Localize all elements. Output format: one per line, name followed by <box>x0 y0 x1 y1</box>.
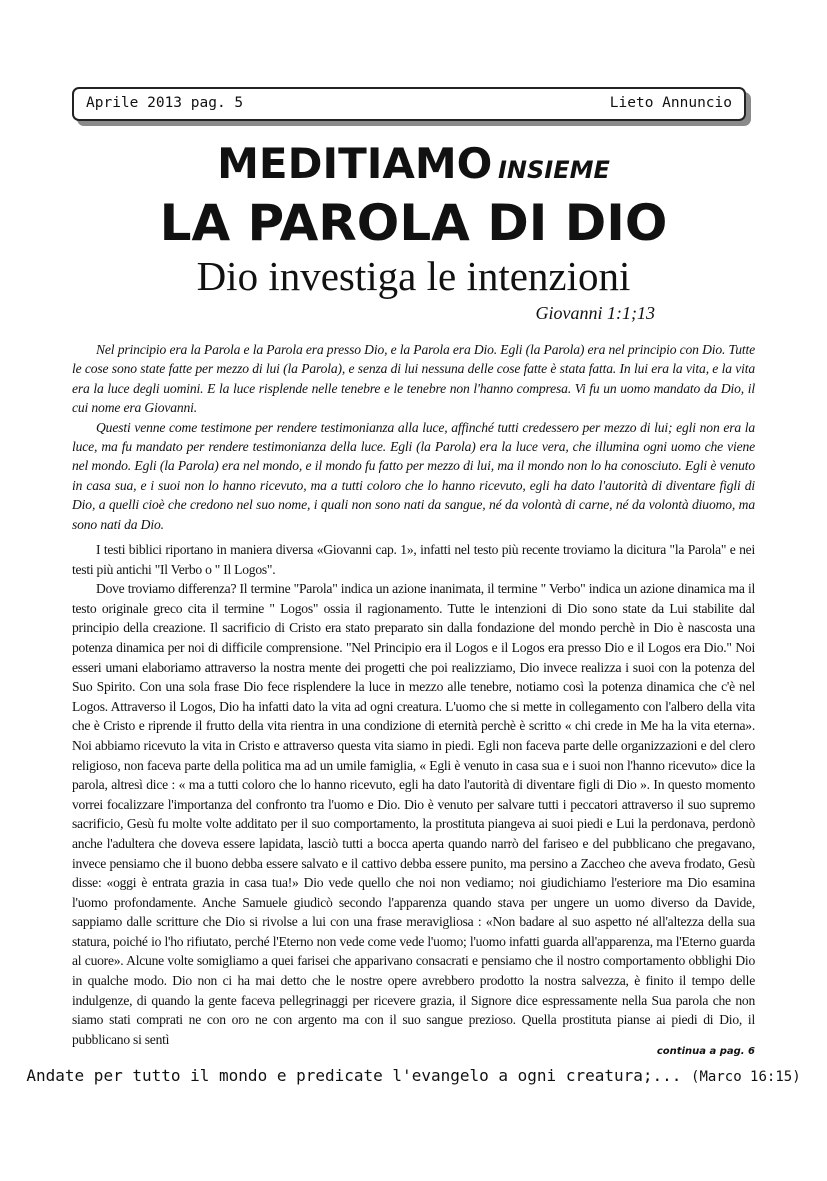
issue-date-page: Aprile 2013 pag. 5 <box>86 95 244 111</box>
continued-note: continua a pag. 6 <box>656 1046 755 1057</box>
title-insieme: INSIEME <box>497 156 610 184</box>
footer-verse-text: Andate per tutto il mondo e predicate l'evangelo a ogni creatura;... <box>26 1066 682 1085</box>
article-body <box>72 540 755 1049</box>
page-header <box>72 87 746 121</box>
publication-name: Lieto Annuncio <box>609 95 732 111</box>
scripture-paragraph-1: Nel principio era la Parola e la Parola era presso Dio, e la Parola era Dio. Egli (la Parola) era nel principio con Dio. Tutte le cose sono state fatte per mezzo di lui (la Parola), e senza di lui nessuna delle cose fatte è stata fatta. In lui era la vita, e la vita era la luce degli uomini. E la luce risplende nelle tenebre e le tenebre non l'hanno compresa. Vi fu un uomo mandato da Dio, il cui nome era Giovanni. <box>72 342 755 416</box>
scripture-paragraph-2: Questi venne come testimone per rendere testimonianza alla luce, affinché tutti credessero per mezzo di lui; egli non era la luce, ma fu mandato per rendere testimonianza della luce. Egli (la Parola) era la luce vera, che illumina ogni uomo che viene nel mondo. Egli (la Parola) era nel mondo, e il mondo fu fatto per mezzo di lui, ma il mondo non lo ha conosciuto. Egli è venuto in casa sua, e i suoi non lo hanno ricevuto, ma a tutti coloro che lo hanno ricevuto, egli ha dato l'autorità di diventare figli di Dio, a quelli cioè che credono nel suo nome, i quali non sono nati da sangue, né da volontà di carne, né da volontà diuomo, ma sono nati da Dio. <box>72 419 755 532</box>
article-subtitle: Dio investiga le intenzioni <box>196 253 631 299</box>
title-line-2: LA PAROLA DI DIO <box>159 194 668 252</box>
footer-verse-ref: (Marco 16:15) <box>691 1069 801 1085</box>
scripture-reference: Giovanni 1:1;13 <box>535 303 655 323</box>
body-paragraph-2: Dove troviamo differenza? Il termine "Parola" indica un azione inanimata, il termine " Verbo" indica un azione dinamica ma il testo originale greco cita il termine " Logos" ossia il ragionamento. Tutte le intenzioni di Dio sono state da Lui stabilite dal principio della creazione. Il sacrificio di Cristo era stato preparato sin dalla fondazione del mondo perchè in Dio è nascosta una potenza dinamica per noi di difficile comprensione. "Nel Principio era il Logos e il Logos era presso Dio e il Logos era Dio." Noi esseri umani elaboriamo attraverso la nostra mente dei progetti che poi realizziamo, Dio invece realizza i suoi con la potenza del Suo Spirito. Con una sola frase Dio fece risplendere la luce in mezzo alle tenebre, notiamo così la potenza dinamica che c'è nel Logos. Attraverso il Logos, Dio ha infatti dato la vita ad ogni creatura. L'uomo che si mette in collegamento con l'albero della vita che è Cristo e riprende il frutto della vita rientra in una condizione di eternità perchè è scritto « chi crede in Me ha la vita eterna». Noi abbiamo ricevuto la vita in Cristo e attraverso questa vita siamo in piedi. Egli non faceva parte delle organizzazioni e del clero religioso, non faceva parte della politica ma ad un umile famiglia, « Egli è venuto in casa sua e i suoi non l'hanno ricevuto» dice la parola, altresì dice : « ma a tutti coloro che lo hanno ricevuto, egli ha dato l'autorità di diventare figli di Dio ». In questo momento vorrei focalizzare l'importanza del confronto tra l'uomo e Dio. Dio è venuto per salvare tutti i peccatori attraverso il suo supremo sacrificio, Gesù fu molte volte additato per il suo comportamento, la prostituta piangeva ai suoi piedi e Lui la perdonava, perdonò anche l'adultera che doveva essere lapidata, lasciò tutti a bocca aperta quando narrò del fariseo e del pubblicano che pregavano, invece pensiamo che il buono debba essere salvato e il cattivo debba essere punito, ma persino a Zaccheo che aveva frodato, Gesù disse: «oggi è entrata grazia in casa tua!» Dio vede quello che noi non vediamo; noi giudichiamo l'esteriore ma Dio esamina l'uomo profondamente. Anche Samuele giudicò secondo l'apparenza quando stava per ungere un uomo diverso da Davide, sappiamo dalle scritture che Dio si rivolse a lui con una frase meravigliosa : «Non badare al suo aspetto né all'altezza della sua statura, poiché io l'ho rifiutato, perché l'Eterno non vede come vede l'uomo; l'uomo infatti guarda all'apparenza, ma l'Eterno guarda al cuore». Alcune volte somigliamo a quei farisei che apparivano consacrati e pensiamo che il nostro comportamento obblighi Dio in qualche modo. Dio non ci ha mai detto che le nostre opere avrebbero prodotto la nostra salvezza, è finito il tempo delle indulgenze, di quando la gente faceva pellegrinaggi per ricevere grazia, il Signore dice espressamente nella Sua parola che non siamo stati comprati ne con oro ne con argento ma con il suo sangue prezioso. Quella prostituta pianse ai piedi di Dio, il pubblicano si sentì <box>72 581 755 1047</box>
title-line-1 <box>0 139 827 188</box>
body-paragraph-1: I testi biblici riportano in maniera diversa «Giovanni cap. 1», infatti nel testo più recente troviamo la dicitura "la Parola" e nei testi più antichi "Il Verbo o " Il Logos". <box>72 542 755 577</box>
footer-verse <box>0 1066 827 1085</box>
scripture-quote <box>72 340 755 534</box>
title-meditiamo: MEDITIAMO <box>217 139 493 188</box>
